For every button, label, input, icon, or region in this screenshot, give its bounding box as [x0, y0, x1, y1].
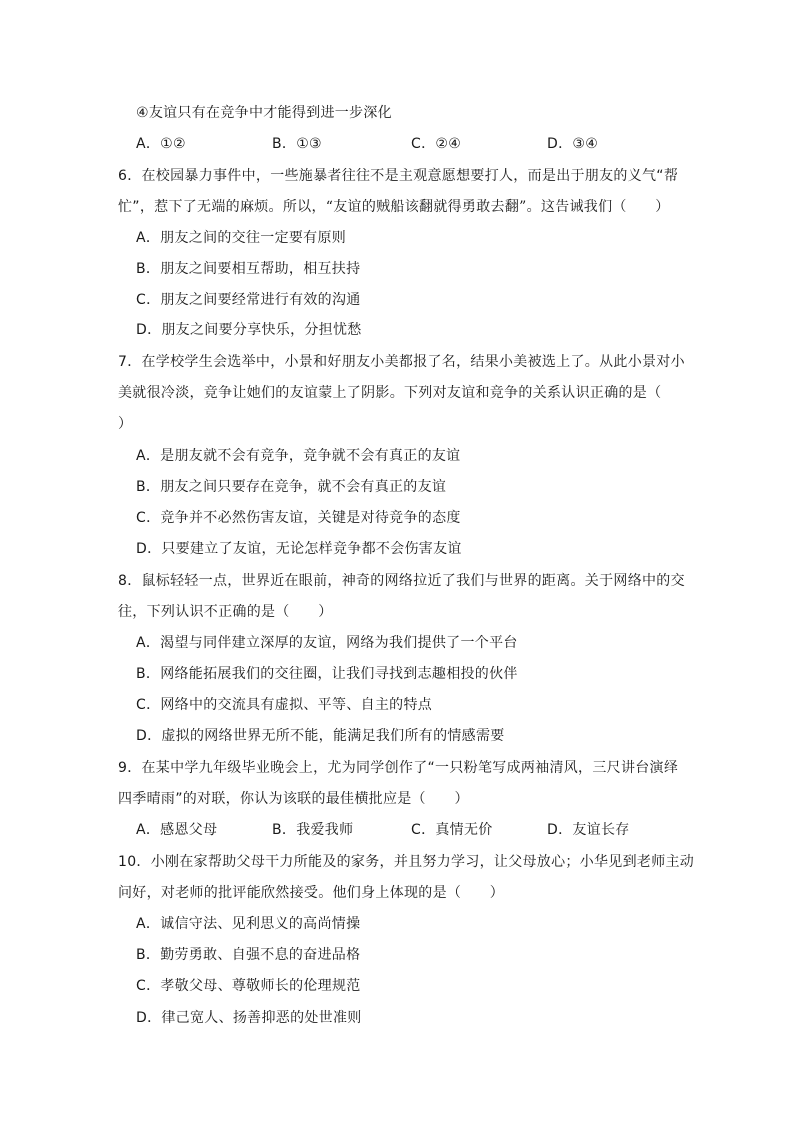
q9-option-a[interactable]: A．感恩父母: [136, 822, 218, 838]
q8-option-c[interactable]: C．网络中的交流具有虚拟、平等、自主的特点: [136, 697, 433, 713]
q8-option-b[interactable]: B．网络能拓展我们的交往圈，让我们寻找到志趣相投的伙伴: [136, 666, 518, 682]
q6-option-d[interactable]: D．朋友之间要分享快乐，分担忧愁: [136, 322, 362, 338]
q8-option-a[interactable]: A．渴望与同伴建立深厚的友谊，网络为我们提供了一个平台: [136, 635, 518, 651]
q10-option-b[interactable]: B．勤劳勇敢、自强不息的奋进品格: [136, 947, 361, 963]
q6-quote: “友谊的贼船该翻就得勇敢去翻”: [325, 199, 527, 215]
q5-statement-4: ④友谊只有在竞争中才能得到进一步深化: [136, 105, 392, 121]
q5-option-b[interactable]: B．①③: [272, 136, 322, 152]
q8-option-d[interactable]: D．虚拟的网络世界无所不能，能满足我们所有的情感需要: [136, 728, 505, 744]
q5-option-c[interactable]: C．②④: [411, 136, 462, 152]
q8-stem-line1: 8．鼠标轻轻一点，世界近在眼前，神奇的网络拉近了我们与世界的距离。关于网络中的交: [118, 573, 685, 589]
q7-stem-line3: ）: [118, 416, 133, 432]
q9-stem-line1: 9．在某中学九年级毕业晚会上，尤为同学创作了“一只粉笔写成两袖清风，三尺讲台演绎: [118, 760, 679, 776]
q9-option-c[interactable]: C．真情无价: [411, 822, 493, 838]
q9-option-b[interactable]: B．我爱我师: [272, 822, 354, 838]
q10-stem-line1: 10．小刚在家帮助父母干力所能及的家务，并且努力学习，让父母放心；小华见到老师主动: [118, 854, 695, 870]
q6-option-a[interactable]: A．朋友之间的交往一定要有原则: [136, 230, 347, 246]
q10-option-c[interactable]: C．孝敬父母、尊敬师长的伦理规范: [136, 978, 361, 994]
q9-option-d[interactable]: D．友谊长存: [547, 822, 630, 838]
q6-stem-line2: [118, 197, 670, 217]
q7-stem-line1: 7．在学校学生会选举中，小景和好朋友小美都报了名，结果小美被选上了。从此小景对小: [118, 354, 685, 370]
q6-option-c[interactable]: C．朋友之间要经常进行有效的沟通: [136, 292, 361, 308]
q10-stem-line2: 问好，对老师的批评能欣然接受。他们身上体现的是（ ）: [118, 885, 505, 901]
q7-option-c[interactable]: C．竞争并不必然伤害友谊，关键是对待竞争的态度: [136, 510, 461, 526]
q6-stem-line1: 6．在校园暴力事件中，一些施暴者往往不是主观意愿想要打人，而是出于朋友的义气“帮: [118, 168, 679, 184]
q9-stem-line2: 四季晴雨”的对联，你认为该联的最佳横批应是（ ）: [118, 791, 469, 807]
q7-option-d[interactable]: D．只要建立了友谊，无论怎样竞争都不会伤害友谊: [136, 541, 462, 557]
q7-option-b[interactable]: B．朋友之间只要存在竞争，就不会有真正的友谊: [136, 479, 447, 495]
q10-option-a[interactable]: A．诚信守法、见利思义的高尚情操: [136, 916, 361, 932]
q7-stem-line2: 美就很冷淡，竞争让她们的友谊蒙上了阴影。下列对友谊和竞争的关系认识正确的是（: [118, 385, 662, 401]
q6-stem-part3: 。这告诫我们（ ）: [526, 199, 670, 215]
q5-option-a[interactable]: A．①②: [136, 136, 186, 152]
q7-option-a[interactable]: A．是朋友就不会有竞争，竞争就不会有真正的友谊: [136, 448, 461, 464]
q8-stem-line2: 往，下列认识不正确的是（ ）: [118, 604, 333, 620]
q6-stem-part1: 忙”，惹下了无端的麻烦。所以，: [118, 199, 326, 215]
q5-option-d[interactable]: D．③④: [547, 136, 599, 152]
q10-option-d[interactable]: D．律己宽人、扬善抑恶的处世准则: [136, 1010, 362, 1026]
q6-option-b[interactable]: B．朋友之间要相互帮助，相互扶持: [136, 261, 361, 277]
